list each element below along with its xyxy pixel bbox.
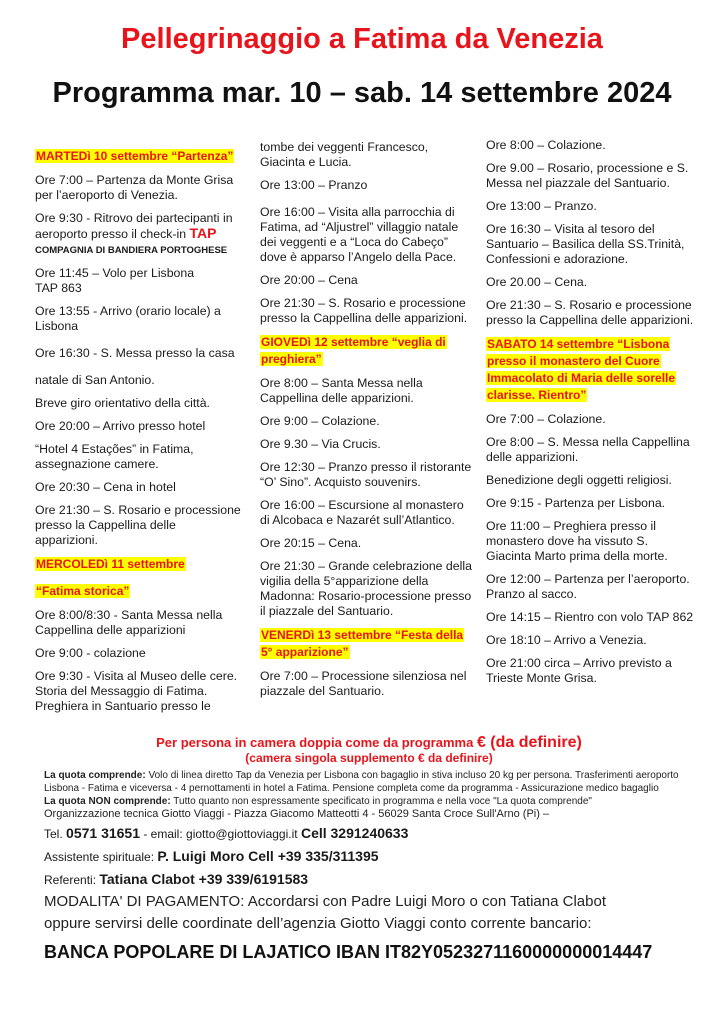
schedule-item: Ore 11:00 – Preghiera presso il monastero dove ha vissuto S. Giacinta Marto prima della morte. — [486, 519, 668, 563]
schedule-item: Ore 16:30 - S. Messa presso la casa — [35, 346, 235, 360]
contact-phone-line: Tel. 0571 31651 - email: giotto@giottoviaggi.it Cell 3291240633 — [44, 825, 409, 841]
email-text: - email: giotto@giottoviaggi.it — [143, 827, 298, 841]
schedule-item: Ore 8:00 – Colazione. — [486, 138, 606, 152]
payment-method: MODALITA' DI PAGAMENTO: Accordarsi con Padre Luigi Moro o con Tatiana Clabot — [44, 893, 606, 910]
single-room-supplement: (camera singola supplemento € da definire) — [245, 751, 493, 765]
tap-label: TAP — [189, 225, 217, 241]
tap-airline-note: COMPAGNIA DI BANDIERA PORTOGHESE — [35, 245, 228, 256]
schedule-item: Ore 21:30 – S. Rosario e processione presso la Cappellina delle apparizioni. — [35, 503, 241, 547]
schedule-item: Ore 8:00/8:30 - Santa Messa nella Cappellina delle apparizioni — [35, 608, 223, 637]
schedule-item: Ore 9:00 – Colazione. — [260, 414, 380, 428]
phone-number: 0571 31651 — [66, 825, 140, 841]
price-value: € (da definire) — [476, 734, 582, 751]
price-line: Per persona in camera doppia come da programma € (da definire) — [156, 734, 582, 751]
schedule-item: Ore 20.00 – Cena. — [486, 275, 588, 289]
referent: Tatiana Clabot +39 339/6191583 — [99, 871, 309, 887]
pricing-and-contacts — [44, 734, 694, 964]
schedule-item: “Hotel 4 Estações” in Fatima, assegnazione camere. — [35, 442, 194, 471]
schedule-item: Benedizione degli oggetti religiosi. — [486, 473, 672, 487]
schedule-item: Ore 8:00 – Santa Messa nella Cappellina delle apparizioni. — [260, 376, 423, 405]
schedule-item: Ore 21:30 – Grande celebrazione della vigilia della 5°apparizione della Madonna: Rosario-processione presso il piazzale del Santuario. — [260, 559, 472, 618]
program-column-3 — [486, 138, 696, 694]
schedule-item: Ore 7:00 – Colazione. — [486, 412, 606, 426]
schedule-item: Ore 16:00 – Escursione al monastero di Alcobaca e Nazarét sull’Atlantico. — [260, 498, 464, 527]
schedule-item: Ore 9.00 – Rosario, processione e S. Messa nel piazzale del Santuario. — [486, 161, 689, 190]
schedule-item: Ore 9:30 - Ritrovo dei partecipanti in aeroporto presso il check-in TAP COMPAGNIA DI BANDIERA PORTOGHESE — [35, 211, 233, 256]
schedule-item: Ore 21:00 circa – Arrivo previsto a Trieste Monte Grisa. — [486, 656, 672, 685]
schedule-item: tombe dei veggenti Francesco, Giacinta e Lucia. — [260, 140, 429, 169]
schedule-item: Ore 20:00 – Cena — [260, 273, 358, 287]
schedule-item: Ore 20:30 – Cena in hotel — [35, 480, 176, 494]
schedule-item: Ore 7:00 – Partenza da Monte Grisa per l’aeroporto di Venezia. — [35, 173, 234, 202]
bank-iban: BANCA POPOLARE DI LAJATICO IBAN IT82Y0523271160000000014447 — [44, 942, 653, 962]
cell-number: Cell 3291240633 — [300, 825, 409, 841]
program-column-1 — [35, 148, 241, 722]
spiritual-assistant: P. Luigi Moro Cell +39 335/311395 — [157, 848, 379, 864]
schedule-item: Ore 21:30 – S. Rosario e processione presso la Cappellina delle apparizioni. — [486, 298, 694, 327]
quota-comprende: La quota comprende: Volo di linea diretto Tap da Venezia per Lisbona con bagaglio in stiva incluso 20 kg per persona. Trasferimenti aeroporto Lisbona - Fatima e viceversa - 4 pernottamenti in hotel a Fatima. Pensione completa come da programma - Assicurazione medico bagaglio — [44, 770, 679, 794]
page-subtitle: Programma mar. 10 – sab. 14 settembre 2024 — [52, 77, 672, 109]
schedule-item: Ore 13:00 – Pranzo — [260, 178, 368, 192]
schedule-item: Ore 13:55 - Arrivo (orario locale) a Lisbona — [35, 304, 221, 333]
page-title: Pellegrinaggio a Fatima da Venezia — [121, 23, 603, 55]
day-heading-thursday: GIOVEDì 12 settembre “veglia di preghiera” — [261, 335, 446, 366]
schedule-item: Ore 9:15 - Partenza per Lisbona. — [486, 496, 666, 510]
schedule-item: Ore 9:00 - colazione — [35, 646, 146, 660]
schedule-item: Ore 9:30 - Visita al Museo delle cere. Storia del Messaggio di Fatima. Preghiera in Santuario presso le — [35, 669, 238, 713]
schedule-item: Ore 16:30 – Visita al tesoro del Santuario – Basilica della SS.Trinità, Confessioni e adorazione. — [486, 222, 685, 266]
day-heading-saturday: SABATO 14 settembre “Lisbona presso il monastero del Cuore Immacolato di Maria delle sorelle clarisse. Rientro” — [487, 337, 676, 402]
referent-line: Referenti: Tatiana Clabot +39 339/6191583 — [44, 871, 309, 887]
schedule-item: Ore 20:00 – Arrivo presso hotel — [35, 419, 206, 433]
organizer-info: Organizzazione tecnica Giotto Viaggi - Piazza Giacomo Matteotti 4 - 56029 Santa Croce Sull'Arno (Pi) – — [44, 808, 550, 820]
day-heading-wednesday: MERCOLEDì 11 settembre — [36, 557, 185, 571]
schedule-item: Ore 11:45 – Volo per Lisbona TAP 863 — [35, 266, 195, 295]
schedule-item: Ore 21:30 – S. Rosario e processione presso la Cappellina delle apparizioni. — [260, 296, 468, 325]
day-heading-wednesday-theme: “Fatima storica” — [36, 584, 130, 598]
schedule-item: Ore 8:00 – S. Messa nella Cappellina delle apparizioni. — [486, 435, 690, 464]
schedule-item: Ore 12:30 – Pranzo presso il ristorante “O’ Sino”. Acquisto souvenirs. — [260, 460, 472, 489]
schedule-item: natale di San Antonio. — [35, 373, 155, 387]
day-heading-tuesday: MARTEDì 10 settembre “Partenza” — [36, 149, 234, 163]
payment-alternative: oppure servirsi delle coordinate dell’agenzia Giotto Viaggi conto corrente bancario: — [44, 915, 592, 932]
schedule-item: Ore 16:00 – Visita alla parrocchia di Fatima, ad “Aljustrel” villaggio natale dei veggenti e a “Loca do Cabeço” dove è apparso l’Angelo della Pace. — [260, 205, 459, 264]
schedule-item: Breve giro orientativo della città. — [35, 396, 210, 410]
spiritual-assistant-line: Assistente spirituale: P. Luigi Moro Cell +39 335/311395 — [44, 848, 379, 864]
schedule-item: Ore 13:00 – Pranzo. — [486, 199, 597, 213]
schedule-item: Ore 20:15 – Cena. — [260, 536, 362, 550]
schedule-item: Ore 7:00 – Processione silenziosa nel piazzale del Santuario. — [260, 669, 467, 698]
schedule-item: Ore 12:00 – Partenza per l’aeroporto. Pranzo al sacco. — [486, 572, 690, 601]
quota-non-comprende: La quota NON comprende: Tutto quanto non espressamente specificato in programma e nella voce "La quota comprende" — [44, 796, 592, 807]
program-column-2 — [260, 140, 472, 707]
schedule-item: Ore 14:15 – Rientro con volo TAP 862 — [486, 610, 694, 624]
schedule-item: Ore 9.30 – Via Crucis. — [260, 437, 381, 451]
day-heading-friday: VENERDì 13 settembre “Festa della 5° apparizione” — [261, 628, 464, 659]
schedule-item: Ore 18:10 – Arrivo a Venezia. — [486, 633, 647, 647]
